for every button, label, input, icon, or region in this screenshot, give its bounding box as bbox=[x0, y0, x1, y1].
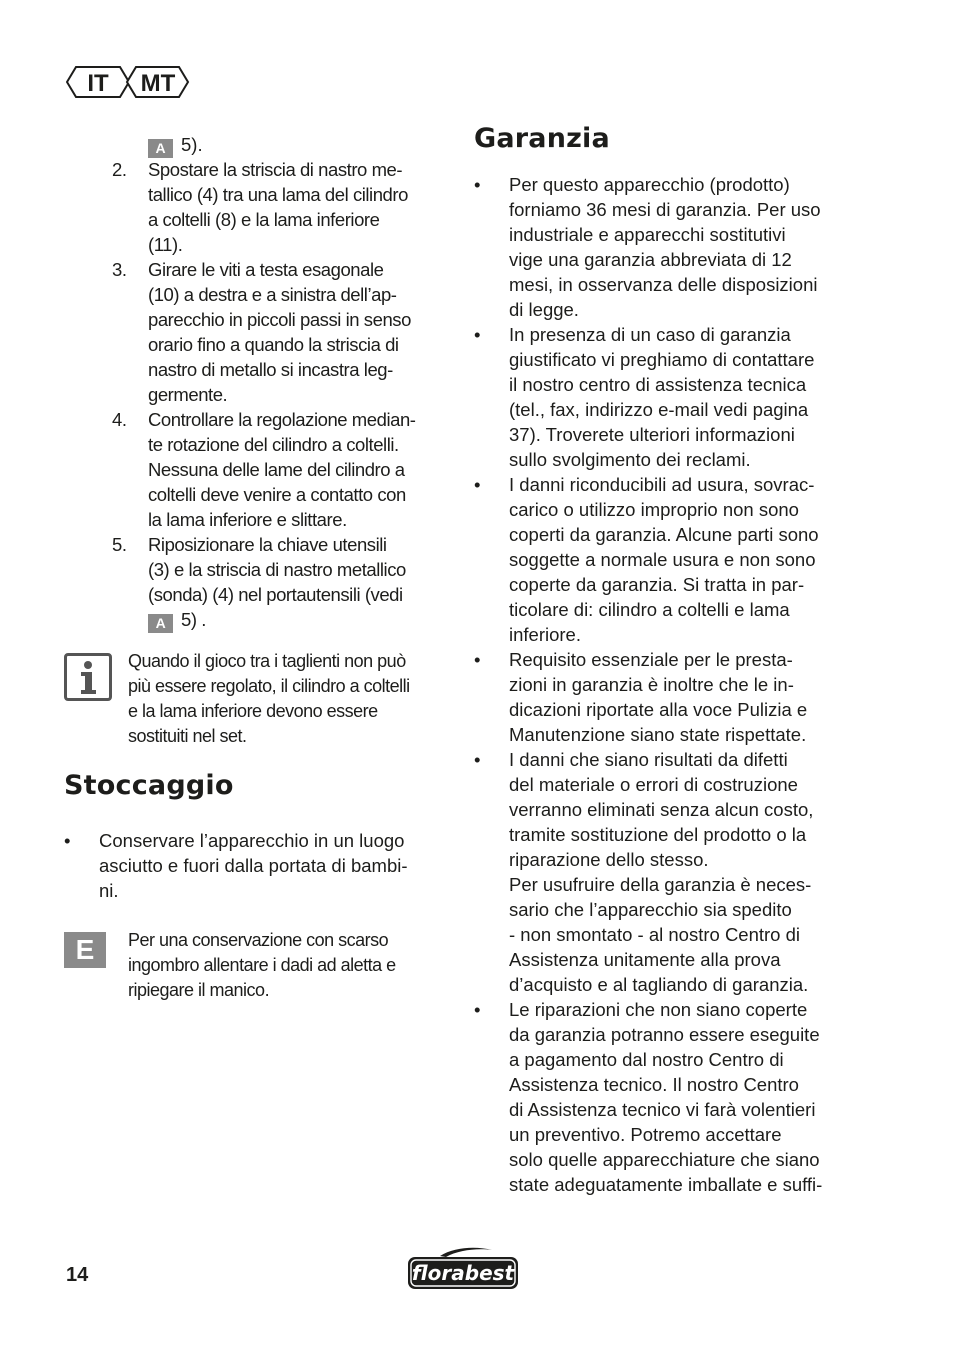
warranty-line: il nostro centro di assistenza tecnica bbox=[509, 374, 807, 395]
warranty-line: solo quelle apparecchiature che siano bbox=[509, 1149, 820, 1170]
warranty-bullet bbox=[474, 647, 874, 747]
step-line: coltelli deve venire a contatto con bbox=[148, 484, 406, 505]
warranty-line: industriale e apparecchi sostitutivi bbox=[509, 224, 786, 245]
step-line: germente. bbox=[148, 384, 228, 405]
step-number: 5. bbox=[112, 534, 127, 555]
step-line: te rotazione del cilindro a coltelli. bbox=[148, 434, 399, 455]
warranty-line: d’acquisto e al tagliando di garanzia. bbox=[509, 974, 809, 995]
step-line bbox=[148, 607, 454, 633]
lang-mt-text: MT bbox=[140, 70, 176, 97]
warranty-bullet bbox=[474, 997, 874, 1197]
warranty-line: Le riparazioni che non siano coperte bbox=[509, 999, 808, 1020]
florabest-logo bbox=[406, 1244, 520, 1297]
warranty-line: giustificato vi preghiamo di contattare bbox=[509, 349, 815, 370]
step-line: (sonda) (4) nel portautensili (vedi bbox=[148, 584, 403, 605]
warranty-line: Manutenzione siano state rispettate. bbox=[509, 724, 807, 745]
step-5 bbox=[64, 532, 454, 633]
warranty-line: Per questo apparecchio (prodotto) bbox=[509, 174, 790, 195]
brand-logo-text: florabest bbox=[411, 1261, 515, 1285]
bullet-dot: • bbox=[474, 999, 481, 1020]
warranty-line: coperte da garanzia. Si tratta in par- bbox=[509, 574, 805, 595]
step-line: nastro di metallo si incastra leg- bbox=[148, 359, 393, 380]
warranty-line: zioni in garanzia è inoltre che le in- bbox=[509, 674, 794, 695]
step-number: 3. bbox=[112, 259, 127, 280]
warranty-line: Assistenza tecnico. Il nostro Centro bbox=[509, 1074, 799, 1095]
warranty-line: Requisito essenziale per le presta- bbox=[509, 649, 793, 670]
e-note-line: Per una conservazione con scarso bbox=[128, 930, 389, 950]
language-badges bbox=[66, 66, 190, 98]
warranty-line: I danni riconducibili ad usura, sovrac- bbox=[509, 474, 815, 495]
warranty-line: Per usufruire della garanzia è neces- bbox=[509, 874, 812, 895]
warranty-line: soggette a normale usura e non sono bbox=[509, 549, 816, 570]
warranty-line: di legge. bbox=[509, 299, 579, 320]
warranty-line: riparazione dello stesso. bbox=[509, 849, 709, 870]
info-icon bbox=[64, 653, 112, 701]
warranty-line: del materiale o errori di costruzione bbox=[509, 774, 798, 795]
storage-bullet bbox=[64, 828, 454, 903]
warranty-line: verranno eliminati senza alcun costo, bbox=[509, 799, 814, 820]
warranty-line: da garanzia potranno essere eseguite bbox=[509, 1024, 820, 1045]
e-note-line: ripiegare il manico. bbox=[128, 980, 270, 1000]
info-note-line: Quando il gioco tra i taglienti non può bbox=[128, 651, 406, 671]
step-line: Riposizionare la chiave utensili bbox=[148, 534, 387, 555]
warranty-line: - non smontato - al nostro Centro di bbox=[509, 924, 801, 945]
figure-a-badge: A bbox=[148, 139, 173, 158]
e-note-line: ingombro allentare i dadi ad aletta e bbox=[128, 955, 396, 975]
lang-badge-it bbox=[67, 67, 129, 97]
figure-a-badge: A bbox=[148, 614, 173, 633]
bullet-dot: • bbox=[474, 474, 481, 495]
step-number: 2. bbox=[112, 159, 127, 180]
warranty-line: di Assistenza tecnico vi farà volentieri bbox=[509, 1099, 816, 1120]
storage-heading: Stoccaggio bbox=[64, 770, 234, 801]
step-1-tail: 5). bbox=[181, 134, 203, 155]
warranty-bullet bbox=[474, 322, 874, 472]
warranty-line: 37). Troverete ulteriori informazioni bbox=[509, 424, 795, 445]
warranty-line: sario che l’apparecchio sia spedito bbox=[509, 899, 792, 920]
step-line: Nessuna delle lame del cilindro a bbox=[148, 459, 405, 480]
step-4 bbox=[64, 407, 454, 532]
storage-bullet-line: asciutto e fuori dalla portata di bambi- bbox=[99, 855, 408, 876]
bullet-dot: • bbox=[474, 649, 481, 670]
info-note-line: sostituiti nel set. bbox=[128, 726, 247, 746]
info-note-line: e la lama inferiore devono essere bbox=[128, 701, 378, 721]
step-line: tallico (4) tra una lama del cilindro bbox=[148, 184, 408, 205]
storage-bullet-line: ni. bbox=[99, 880, 119, 901]
step-5-tail: 5) . bbox=[181, 609, 206, 630]
warranty-heading: Garanzia bbox=[474, 123, 610, 154]
warranty-line: inferiore. bbox=[509, 624, 581, 645]
warranty-bullet bbox=[474, 747, 874, 997]
storage-bullet-line: Conservare l’apparecchio in un luogo bbox=[99, 830, 405, 851]
warranty-line: Assistenza unitamente alla prova bbox=[509, 949, 781, 970]
bullet-dot: • bbox=[474, 324, 481, 345]
warranty-line: (tel., fax, indirizzo e-mail vedi pagina bbox=[509, 399, 809, 420]
step-1-continuation bbox=[64, 132, 454, 157]
lang-badge-mt bbox=[127, 67, 188, 97]
warranty-line: forniamo 36 mesi di garanzia. Per uso bbox=[509, 199, 821, 220]
e-note bbox=[64, 928, 454, 1003]
e-icon: E bbox=[64, 932, 106, 968]
warranty-line: a pagamento dal nostro Centro di bbox=[509, 1049, 784, 1070]
lang-it-text: IT bbox=[87, 70, 109, 97]
step-line: Girare le viti a testa esagonale bbox=[148, 259, 384, 280]
right-column bbox=[474, 123, 874, 1197]
step-line: Spostare la striscia di nastro me- bbox=[148, 159, 403, 180]
step-line: parecchio in piccoli passi in senso bbox=[148, 309, 411, 330]
warranty-line: I danni che siano risultati da difetti bbox=[509, 749, 788, 770]
warranty-bullet bbox=[474, 172, 874, 322]
left-column bbox=[64, 132, 454, 1003]
step-line: Controllare la regolazione median- bbox=[148, 409, 416, 430]
warranty-line: tramite sostituzione del prodotto o la bbox=[509, 824, 807, 845]
warranty-line: vige una garanzia abbreviata di 12 bbox=[509, 249, 792, 270]
step-line: a coltelli (8) e la lama inferiore bbox=[148, 209, 380, 230]
page-number: 14 bbox=[66, 1264, 89, 1286]
step-number: 4. bbox=[112, 409, 127, 430]
warranty-line: In presenza di un caso di garanzia bbox=[509, 324, 791, 345]
step-line: la lama inferiore e slittare. bbox=[148, 509, 347, 530]
step-3 bbox=[64, 257, 454, 407]
warranty-line: mesi, in osservanza delle disposizioni bbox=[509, 274, 818, 295]
info-note bbox=[64, 649, 454, 749]
info-note-line: più essere regolato, il cilindro a coltelli bbox=[128, 676, 410, 696]
warranty-line: state adeguatamente imballate e suffi- bbox=[509, 1174, 823, 1195]
warranty-line: carico o utilizzo improprio non sono bbox=[509, 499, 799, 520]
warranty-line: coperti da garanzia. Alcune parti sono bbox=[509, 524, 819, 545]
step-line: (11). bbox=[148, 234, 183, 255]
warranty-line: dicazioni riportate alla voce Pulizia e bbox=[509, 699, 808, 720]
warranty-line: un preventivo. Potremo accettare bbox=[509, 1124, 782, 1145]
step-line: orario fino a quando la striscia di bbox=[148, 334, 399, 355]
warranty-line: ticolare di: cilindro a coltelli e lama bbox=[509, 599, 790, 620]
warranty-bullet bbox=[474, 472, 874, 647]
step-line: (10) a destra e a sinistra dell’ap- bbox=[148, 284, 397, 305]
warranty-line: sullo svolgimento dei reclami. bbox=[509, 449, 751, 470]
step-2 bbox=[64, 157, 454, 257]
step-line: (3) e la striscia di nastro metallico bbox=[148, 559, 406, 580]
bullet-dot: • bbox=[474, 174, 481, 195]
bullet-dot: • bbox=[64, 830, 71, 851]
bullet-dot: • bbox=[474, 749, 481, 770]
